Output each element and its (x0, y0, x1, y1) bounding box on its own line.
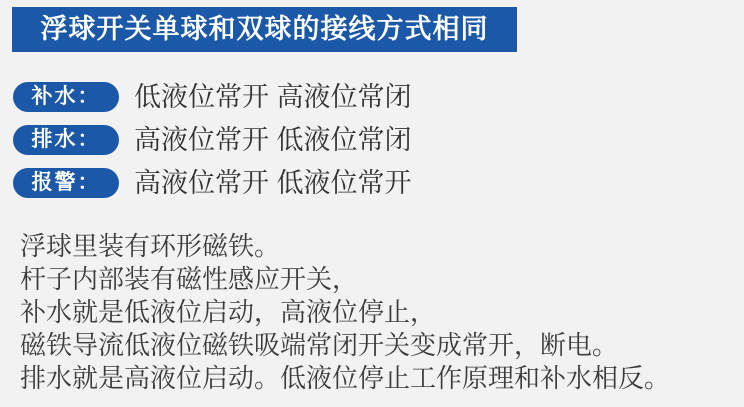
water-supply-states: 低液位常开 高液位常闭 (134, 82, 412, 112)
banner-title: 浮球开关单球和双球的接线方式相同 (40, 14, 489, 44)
drainage-row (13, 125, 412, 155)
water-supply-row (13, 82, 412, 112)
drainage-states: 高液位常开 低液位常闭 (134, 125, 412, 155)
paragraph-line: 磁铁导流低液位磁铁吸端常闭开关变成常开，断电。 (20, 330, 619, 360)
water-supply-badge: 补水： (13, 82, 119, 112)
paragraph-line: 排水就是高液位启动。低液位停止工作原理和补水相反。 (20, 363, 671, 393)
alarm-row (13, 168, 412, 198)
description-paragraph (20, 230, 670, 395)
alarm-states: 高液位常开 低液位常开 (134, 168, 412, 198)
drainage-badge: 排水： (13, 125, 119, 155)
paragraph-line: 浮球里装有环形磁铁。 (20, 231, 281, 261)
title-banner (12, 7, 517, 52)
paragraph-line: 补水就是低液位启动，高液位停止， (20, 297, 437, 327)
alarm-badge: 报警： (13, 168, 119, 198)
paragraph-line: 杆子内部装有磁性感应开关， (20, 264, 359, 294)
